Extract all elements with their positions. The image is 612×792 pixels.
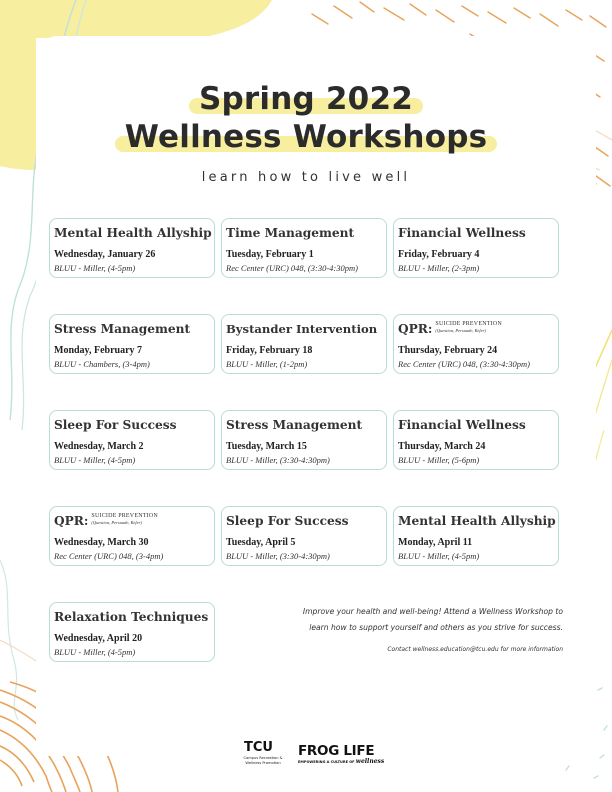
workshop-location: BLUU - Miller, (3:30-4:30pm) — [226, 551, 330, 561]
workshop-date: Thursday, February 24 — [398, 345, 498, 356]
workshop-card — [393, 314, 559, 374]
workshop-name: Stress Management — [54, 322, 191, 336]
footer-logos — [240, 740, 385, 770]
workshop-location: BLUU - Miller, (3:30-4:30pm) — [226, 455, 330, 465]
workshop-card — [49, 218, 215, 278]
workshop-name — [54, 513, 210, 529]
workshop-name: Mental Health Allyship — [54, 226, 212, 240]
info-text — [300, 604, 563, 636]
workshop-location: Rec Center (URC) 048, (3-4pm) — [54, 551, 164, 561]
workshop-card — [49, 506, 215, 566]
workshop-name: Bystander Intervention — [226, 322, 378, 336]
workshop-name: Financial Wellness — [398, 226, 526, 240]
workshop-card — [49, 314, 215, 374]
workshop-name: Financial Wellness — [398, 418, 526, 432]
contact-text: Contact wellness.education@tcu.edu for more information — [387, 646, 563, 653]
workshop-date: Wednesday, January 26 — [54, 249, 156, 260]
info-line-2: learn how to support yourself and others as you strive for success. — [309, 623, 563, 632]
workshop-name: Relaxation Techniques — [54, 610, 209, 624]
workshop-location: BLUU - Miller, (4-5pm) — [54, 647, 136, 657]
workshop-location: Rec Center (URC) 048, (3:30-4:30pm) — [398, 359, 530, 369]
workshop-date: Friday, February 18 — [226, 345, 313, 356]
qpr-label: QPR: — [398, 322, 433, 336]
workshop-name: Mental Health Allyship — [398, 514, 556, 528]
workshop-date: Monday, February 7 — [54, 345, 143, 356]
qpr-label: QPR: — [54, 514, 89, 528]
qpr-subtitle — [91, 514, 157, 525]
workshop-date: Tuesday, February 1 — [226, 249, 314, 260]
workshop-card — [221, 410, 387, 470]
qpr-subtitle-main: SUICIDE PREVENTION — [91, 513, 158, 519]
workshop-card — [393, 218, 559, 278]
workshop-name: Sleep For Success — [226, 514, 349, 528]
workshop-date: Wednesday, April 20 — [54, 633, 143, 644]
workshop-card — [221, 314, 387, 374]
workshop-location: BLUU - Miller, (4-5pm) — [54, 455, 136, 465]
tcu-logo: TCU — [244, 740, 273, 755]
qpr-subtitle — [435, 322, 501, 333]
qpr-subtitle-detail: (Question, Persuade, Refer) — [435, 328, 486, 333]
frog-life-logo: FROG LIFE — [298, 743, 375, 759]
workshop-date: Wednesday, March 2 — [54, 441, 144, 452]
workshop-name: Sleep For Success — [54, 418, 177, 432]
workshop-card — [49, 410, 215, 470]
tcu-caption: Campus Recreation & Wellness Promotion — [243, 756, 283, 765]
workshop-card — [49, 602, 215, 662]
workshop-location: Rec Center (URC) 048, (3:30-4:30pm) — [226, 263, 358, 273]
workshop-name — [398, 321, 554, 337]
workshop-location: BLUU - Miller, (4-5pm) — [54, 263, 136, 273]
workshop-date: Tuesday, March 15 — [226, 441, 307, 452]
workshop-location: BLUU - Miller, (1-2pm) — [226, 359, 308, 369]
workshop-location: BLUU - Miller, (5-6pm) — [398, 455, 480, 465]
workshop-card — [221, 506, 387, 566]
page-title — [0, 80, 612, 156]
workshop-date: Wednesday, March 30 — [54, 537, 149, 548]
subtitle: learn how to live well — [201, 170, 411, 185]
frog-life-tagline: EMPOWERING A CULTURE OF wellness — [298, 758, 385, 765]
workshop-date: Thursday, March 24 — [398, 441, 486, 452]
workshop-date: Tuesday, April 5 — [226, 537, 296, 548]
workshop-location: BLUU - Miller, (4-5pm) — [398, 551, 480, 561]
title-line-1: Spring 2022 — [199, 80, 413, 118]
workshop-name: Stress Management — [226, 418, 363, 432]
workshop-card — [221, 218, 387, 278]
workshop-location: BLUU - Miller, (2-3pm) — [398, 263, 480, 273]
qpr-subtitle-detail: (Question, Persuade, Refer) — [91, 520, 142, 525]
workshop-card — [393, 506, 559, 566]
workshop-location: BLUU - Chambers, (3-4pm) — [54, 359, 150, 369]
workshop-date: Friday, February 4 — [398, 249, 480, 260]
title-line-2: Wellness Workshops — [125, 118, 488, 156]
workshop-date: Monday, April 11 — [398, 537, 473, 548]
info-line-1: Improve your health and well-being! Attend a Wellness Workshop to — [302, 607, 563, 616]
workshop-name: Time Management — [226, 226, 355, 240]
qpr-subtitle-main: SUICIDE PREVENTION — [435, 321, 502, 327]
workshop-card — [393, 410, 559, 470]
